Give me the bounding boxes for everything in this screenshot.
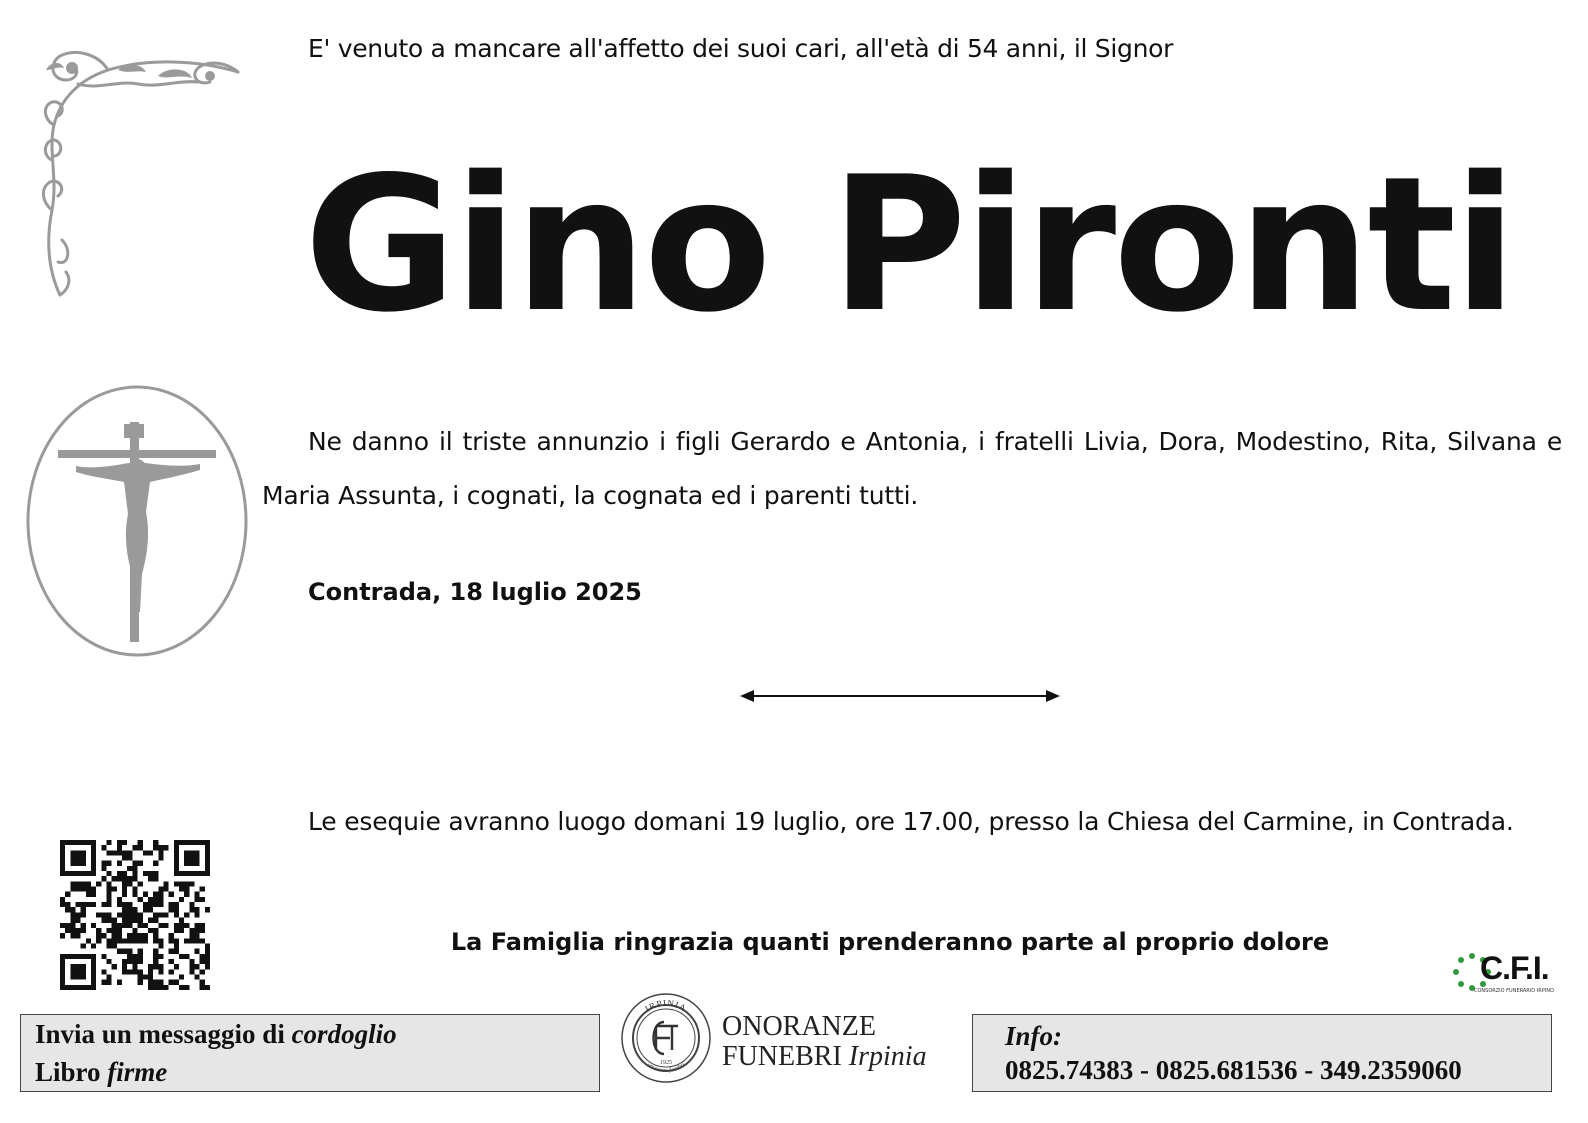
guestbook-link[interactable] xyxy=(35,1057,167,1088)
condolence-message-link[interactable] xyxy=(35,1019,397,1050)
info-phones[interactable]: 0825.74383 - 0825.681536 - 349.2359060 xyxy=(1005,1055,1462,1085)
seal-bottom-text: onoranze funebri xyxy=(645,1061,687,1075)
info-label-text: Info: xyxy=(1005,1021,1063,1051)
qr-code-icon[interactable] xyxy=(60,840,210,990)
thanks-line: La Famiglia ringrazia quanti prenderanno parte al proprio dolore xyxy=(450,928,1330,956)
announcement-paragraph: Ne danno il triste annunzio i figli Gerardo e Antonia, i fratelli Livia, Dora, Modestino, Rita, Silvana e Maria Assunta, i cognati, la cognata ed i parenti tutti. xyxy=(262,427,1562,510)
brand-line2-text: FUNEBRI xyxy=(722,1041,849,1072)
info-label xyxy=(1005,1021,1062,1052)
seal-top-text: IRPINIA xyxy=(642,997,689,1014)
intro-text: E' venuto a mancare all'affetto dei suoi cari, all'età di 54 anni, il Signor xyxy=(308,34,1174,63)
brand-line2 xyxy=(722,1042,927,1072)
brand-name xyxy=(722,1012,927,1072)
funeral-info-paragraph: Le esequie avranno luogo domani 19 luglio, ore 17.00, presso la Chiesa del Carmine, in Contrada. xyxy=(308,807,1514,836)
guestbook-italic: firme xyxy=(107,1057,168,1087)
brand-line2-italic: Irpinia xyxy=(848,1041,927,1072)
cfi-logo-subtitle: CONSORZIO FUNERARIO IRPINO xyxy=(1474,988,1554,994)
place-date: Contrada, 18 luglio 2025 xyxy=(308,578,642,606)
brand-line1: ONORANZE xyxy=(722,1011,876,1042)
seal-logo-icon xyxy=(620,992,712,1084)
deceased-name: Gino Pironti xyxy=(303,136,1515,353)
seal-year: 1925 xyxy=(660,1060,672,1066)
double-arrow-icon xyxy=(740,684,1060,708)
guestbook-text: Libro xyxy=(35,1057,108,1087)
cfi-logo-icon xyxy=(1452,948,1552,1004)
condolence-line1-text: Invia un messaggio di xyxy=(35,1019,292,1049)
cfi-logo-text: C.F.I. xyxy=(1480,950,1549,986)
condolence-line1-italic: cordoglio xyxy=(291,1019,397,1049)
crucifix-icon xyxy=(24,384,254,662)
svg-text:IRPINIA xyxy=(643,998,689,1014)
info-box xyxy=(972,1014,1552,1092)
condolence-box[interactable] xyxy=(20,1014,600,1092)
